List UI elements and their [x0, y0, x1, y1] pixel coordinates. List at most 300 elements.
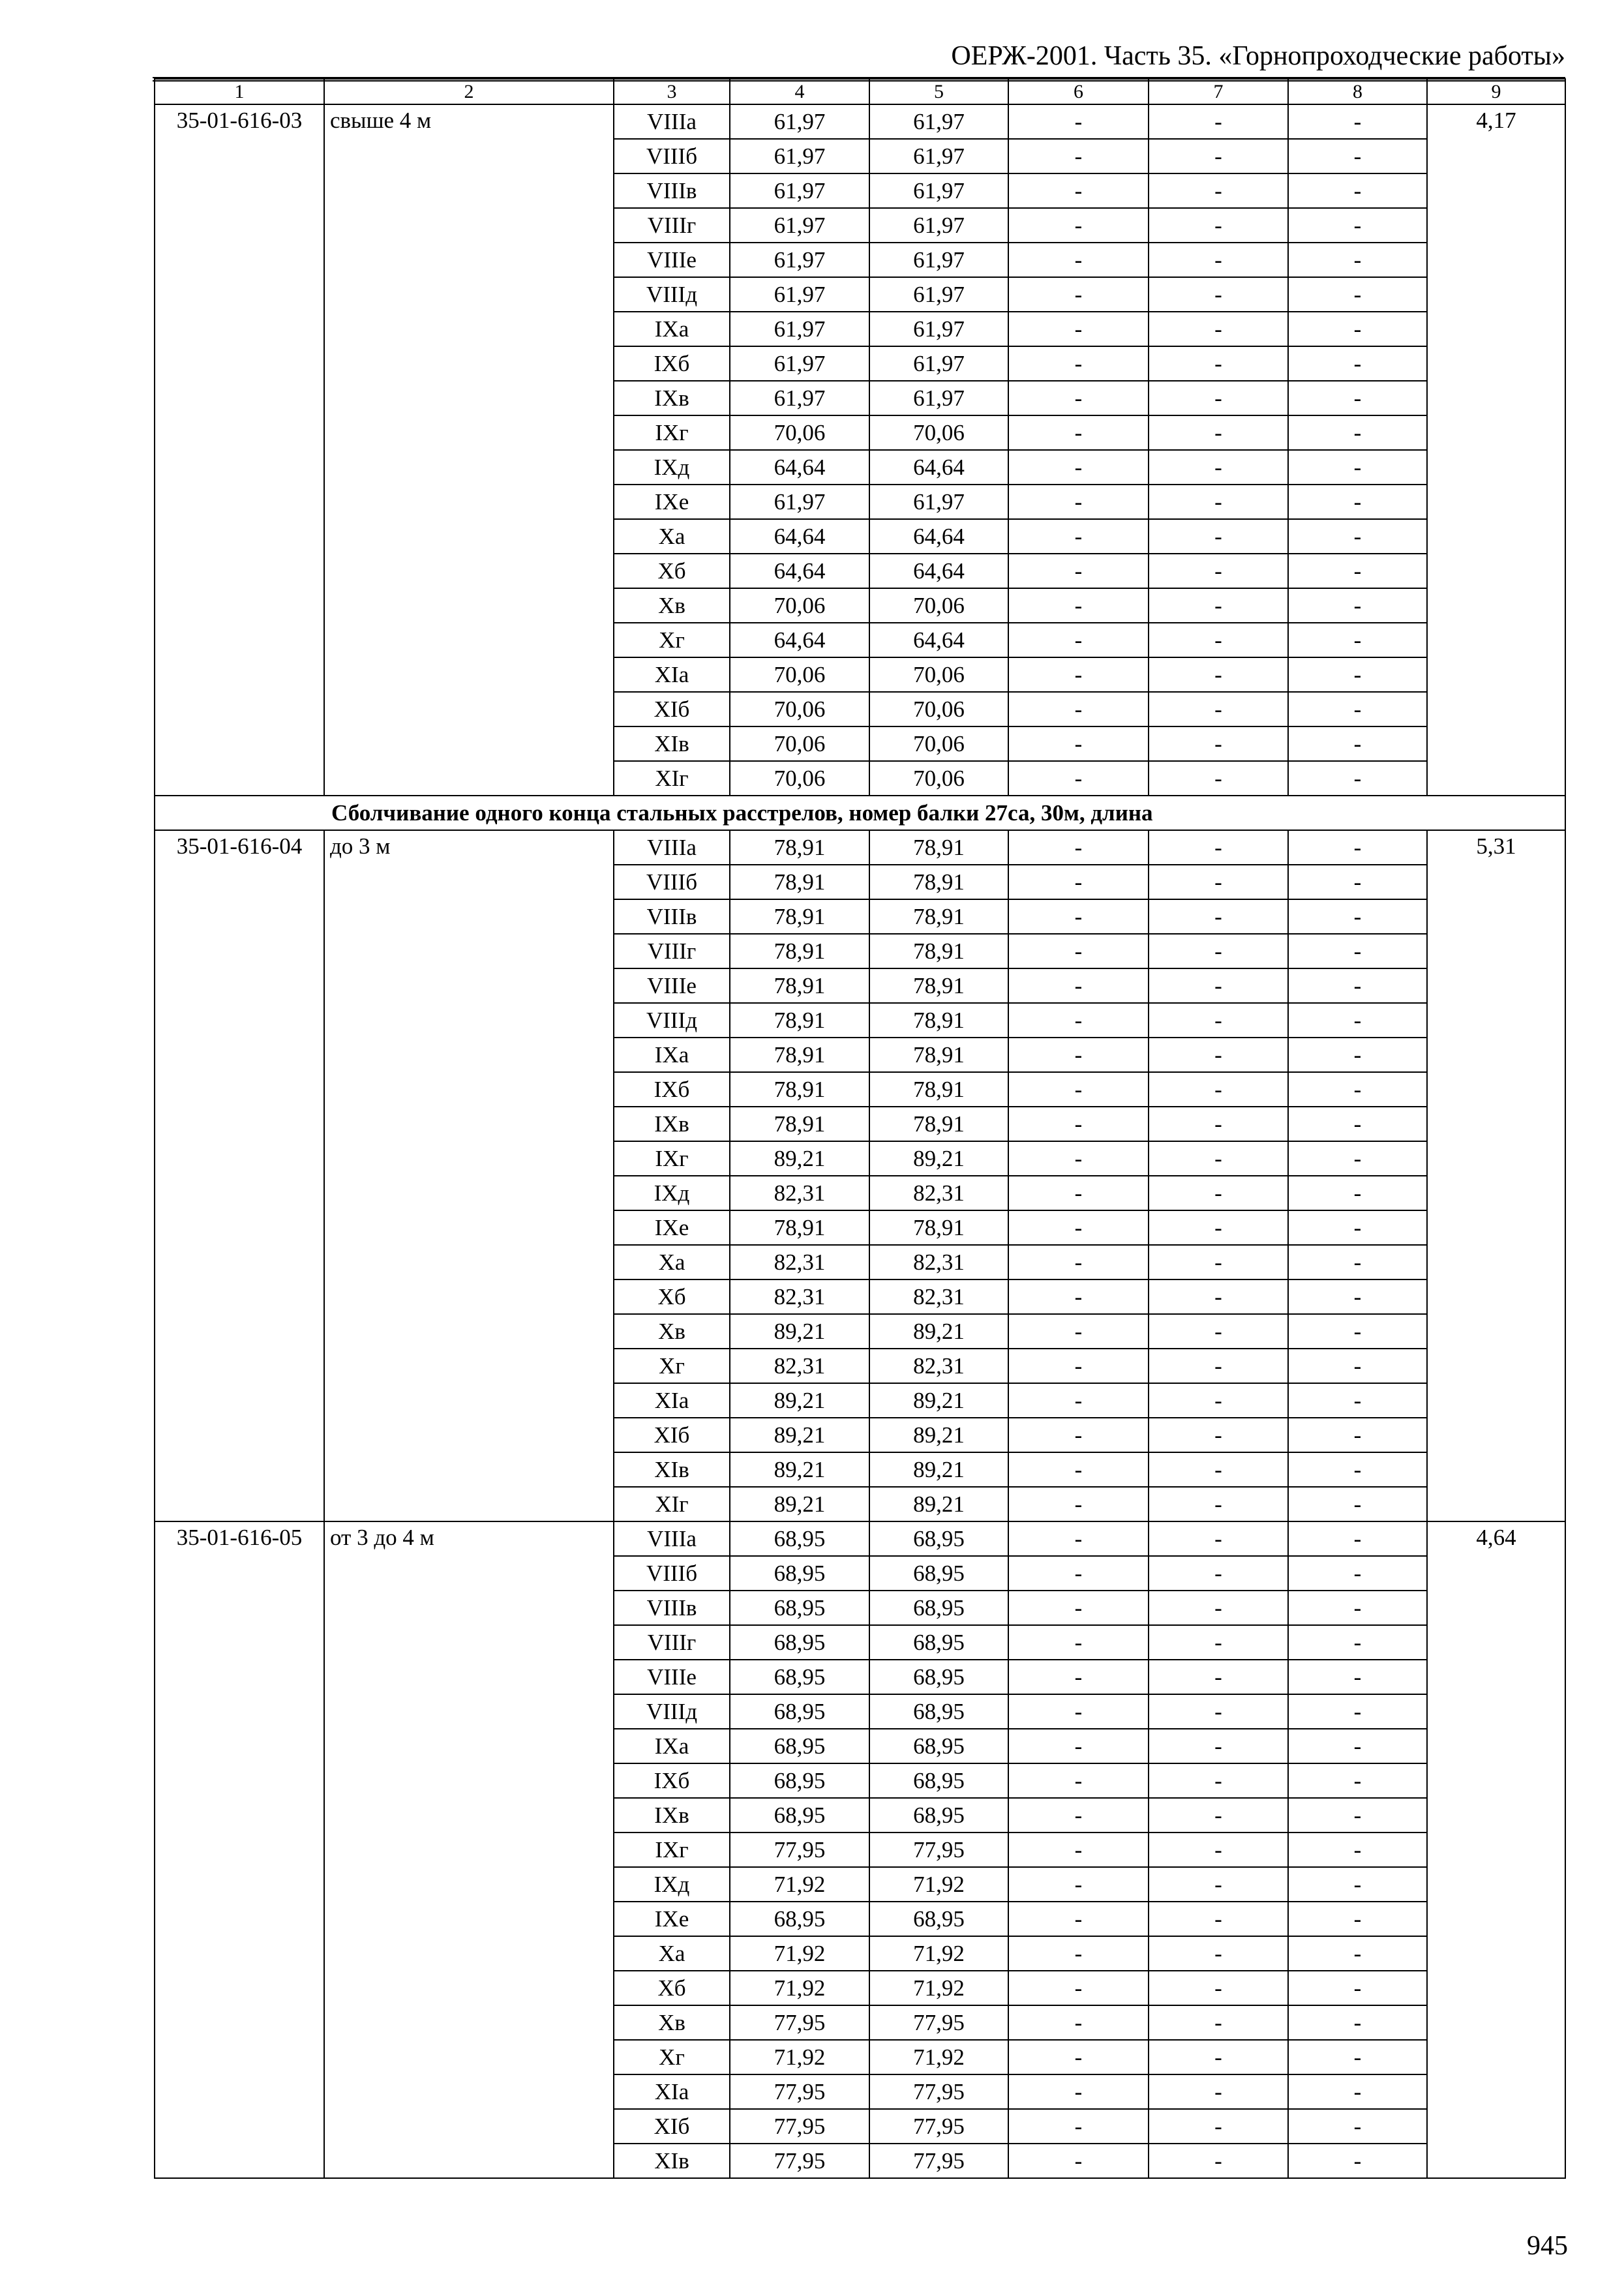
dash-cell: -: [1288, 2040, 1427, 2074]
rock-category: IXб: [614, 1763, 730, 1798]
dash-cell: -: [1288, 2005, 1427, 2040]
dash-cell: -: [1149, 346, 1288, 381]
dash-cell: -: [1008, 1107, 1149, 1141]
rock-category: XIг: [614, 1487, 730, 1521]
dash-cell: -: [1149, 1591, 1288, 1625]
rock-category: Xг: [614, 2040, 730, 2074]
value-col4: 68,95: [730, 1556, 869, 1591]
value-col5: 78,91: [869, 1038, 1008, 1072]
rock-category: VIIIв: [614, 173, 730, 208]
dash-cell: -: [1149, 726, 1288, 761]
dash-cell: -: [1288, 1452, 1427, 1487]
value-col4: 89,21: [730, 1487, 869, 1521]
column-number: 3: [614, 79, 730, 104]
value-col5: 68,95: [869, 1763, 1008, 1798]
dash-cell: -: [1288, 1176, 1427, 1210]
value-col4: 68,95: [730, 1729, 869, 1763]
dash-cell: -: [1288, 1003, 1427, 1038]
dash-cell: -: [1008, 277, 1149, 312]
dash-cell: -: [1008, 346, 1149, 381]
value-col5: 78,91: [869, 1107, 1008, 1141]
rock-category: XIа: [614, 657, 730, 692]
value-col4: 70,06: [730, 415, 869, 450]
dash-cell: -: [1288, 2074, 1427, 2109]
dash-cell: -: [1288, 1625, 1427, 1660]
dash-cell: -: [1149, 415, 1288, 450]
dash-cell: -: [1288, 173, 1427, 208]
dash-cell: -: [1008, 623, 1149, 657]
rock-category: IXв: [614, 381, 730, 415]
rock-category: VIIIб: [614, 1556, 730, 1591]
dash-cell: -: [1288, 1487, 1427, 1521]
value-col4: 71,92: [730, 1936, 869, 1971]
table-body: [155, 79, 1565, 2178]
value-col5: 70,06: [869, 588, 1008, 623]
rock-category: VIIIа: [614, 1521, 730, 1556]
value-col5: 61,97: [869, 312, 1008, 346]
dash-cell: -: [1288, 1349, 1427, 1383]
value-col4: 78,91: [730, 1072, 869, 1107]
dash-cell: -: [1288, 726, 1427, 761]
column-number: 8: [1288, 79, 1427, 104]
value-col5: 68,95: [869, 1521, 1008, 1556]
dash-cell: -: [1149, 1729, 1288, 1763]
rock-category: Xа: [614, 1936, 730, 1971]
value-col4: 64,64: [730, 519, 869, 554]
dash-cell: -: [1149, 1003, 1288, 1038]
dash-cell: -: [1288, 692, 1427, 726]
dash-cell: -: [1149, 1694, 1288, 1729]
dash-cell: -: [1008, 899, 1149, 934]
rock-category: VIIIг: [614, 208, 730, 243]
rock-category: Xа: [614, 519, 730, 554]
dash-cell: -: [1008, 1833, 1149, 1867]
value-col5: 78,91: [869, 899, 1008, 934]
rock-category: Xа: [614, 1245, 730, 1279]
value-col5: 68,95: [869, 1660, 1008, 1694]
dash-cell: -: [1149, 1556, 1288, 1591]
value-col5: 89,21: [869, 1141, 1008, 1176]
rock-category: IXг: [614, 1833, 730, 1867]
value-col4: 68,95: [730, 1591, 869, 1625]
dash-cell: -: [1008, 1349, 1149, 1383]
value-col4: 70,06: [730, 761, 869, 796]
dash-cell: -: [1008, 1003, 1149, 1038]
value-col4: 64,64: [730, 623, 869, 657]
dash-cell: -: [1149, 899, 1288, 934]
dash-cell: -: [1288, 1867, 1427, 1902]
dash-cell: -: [1008, 1763, 1149, 1798]
value-col4: 61,97: [730, 381, 869, 415]
dash-cell: -: [1149, 519, 1288, 554]
dash-cell: -: [1008, 1141, 1149, 1176]
rock-category: IXб: [614, 346, 730, 381]
dash-cell: -: [1288, 277, 1427, 312]
value-col4: 78,91: [730, 1003, 869, 1038]
value-col4: 82,31: [730, 1176, 869, 1210]
dash-cell: -: [1149, 208, 1288, 243]
dash-cell: -: [1288, 139, 1427, 173]
value-col5: 89,21: [869, 1314, 1008, 1349]
value-col5: 70,06: [869, 657, 1008, 692]
value-col5: 77,95: [869, 2144, 1008, 2178]
value-col5: 89,21: [869, 1452, 1008, 1487]
value-col4: 77,95: [730, 2074, 869, 2109]
value-col5: 70,06: [869, 692, 1008, 726]
dash-cell: -: [1008, 968, 1149, 1003]
dash-cell: -: [1149, 243, 1288, 277]
dash-cell: -: [1149, 1349, 1288, 1383]
value-col4: 78,91: [730, 865, 869, 899]
value-col5: 77,95: [869, 1833, 1008, 1867]
value-col4: 77,95: [730, 2005, 869, 2040]
dash-cell: -: [1008, 1038, 1149, 1072]
value-col4: 82,31: [730, 1245, 869, 1279]
dash-cell: -: [1288, 1279, 1427, 1314]
rock-category: Xв: [614, 2005, 730, 2040]
value-col4: 61,97: [730, 485, 869, 519]
rock-category: Xб: [614, 554, 730, 588]
value-col5: 82,31: [869, 1349, 1008, 1383]
column-number: 5: [869, 79, 1008, 104]
value-col5: 64,64: [869, 554, 1008, 588]
dash-cell: -: [1008, 1072, 1149, 1107]
dash-cell: -: [1008, 519, 1149, 554]
dash-cell: -: [1288, 1245, 1427, 1279]
value-col5: 82,31: [869, 1245, 1008, 1279]
dash-cell: -: [1288, 1107, 1427, 1141]
dash-cell: -: [1149, 1798, 1288, 1833]
dash-cell: -: [1149, 312, 1288, 346]
dash-cell: -: [1008, 450, 1149, 485]
dash-cell: -: [1149, 2109, 1288, 2144]
dash-cell: -: [1288, 2144, 1427, 2178]
value-col4: 71,92: [730, 1867, 869, 1902]
dash-cell: -: [1008, 1487, 1149, 1521]
value-col4: 68,95: [730, 1625, 869, 1660]
value-col4: 68,95: [730, 1521, 869, 1556]
value-col5: 61,97: [869, 139, 1008, 173]
dash-cell: -: [1288, 1902, 1427, 1936]
rock-category: Xг: [614, 1349, 730, 1383]
rock-category: XIа: [614, 2074, 730, 2109]
rock-category: VIIIа: [614, 104, 730, 139]
page-number: 945: [1527, 2231, 1568, 2261]
dash-cell: -: [1149, 1867, 1288, 1902]
rock-category: Xг: [614, 623, 730, 657]
dash-cell: -: [1008, 2144, 1149, 2178]
value-col4: 89,21: [730, 1314, 869, 1349]
running-title: ОЕРЖ-2001. Часть 35. «Горнопроходческие работы»: [951, 41, 1565, 71]
value-col4: 78,91: [730, 1038, 869, 1072]
page-header: [153, 34, 1565, 78]
dash-cell: -: [1149, 381, 1288, 415]
column-number-row: [155, 79, 1565, 104]
value-col4: 78,91: [730, 1107, 869, 1141]
dash-cell: -: [1149, 2005, 1288, 2040]
value-col5: 78,91: [869, 1210, 1008, 1245]
rock-category: VIIIд: [614, 1694, 730, 1729]
value-col4: 61,97: [730, 208, 869, 243]
rock-category: XIв: [614, 1452, 730, 1487]
rock-category: IXд: [614, 1867, 730, 1902]
dash-cell: -: [1008, 934, 1149, 968]
value-col4: 78,91: [730, 968, 869, 1003]
dash-cell: -: [1008, 1210, 1149, 1245]
column-number: 1: [155, 79, 324, 104]
dash-cell: -: [1288, 1660, 1427, 1694]
dash-cell: -: [1149, 1971, 1288, 2005]
norm-description: до 3 м: [324, 830, 614, 1521]
value-col4: 61,97: [730, 312, 869, 346]
rock-category: IXе: [614, 1902, 730, 1936]
dash-cell: -: [1008, 1418, 1149, 1452]
value-col5: 68,95: [869, 1556, 1008, 1591]
value-col5: 70,06: [869, 761, 1008, 796]
dash-cell: -: [1288, 1556, 1427, 1591]
rock-category: IXа: [614, 1729, 730, 1763]
table-row: [155, 1521, 1565, 1556]
dash-cell: -: [1008, 1245, 1149, 1279]
dash-cell: -: [1288, 346, 1427, 381]
value-col5: 78,91: [869, 865, 1008, 899]
rock-category: Xв: [614, 588, 730, 623]
value-col4: 70,06: [730, 692, 869, 726]
dash-cell: -: [1288, 450, 1427, 485]
dash-cell: -: [1288, 934, 1427, 968]
dash-cell: -: [1288, 104, 1427, 139]
rock-category: IXг: [614, 415, 730, 450]
rock-category: XIб: [614, 1418, 730, 1452]
dash-cell: -: [1288, 865, 1427, 899]
dash-cell: -: [1288, 623, 1427, 657]
dash-cell: -: [1149, 2144, 1288, 2178]
dash-cell: -: [1288, 1314, 1427, 1349]
value-col5: 89,21: [869, 1487, 1008, 1521]
dash-cell: -: [1149, 1176, 1288, 1210]
dash-cell: -: [1149, 277, 1288, 312]
value-col4: 61,97: [730, 104, 869, 139]
value-col4: 89,21: [730, 1452, 869, 1487]
rock-category: VIIIд: [614, 277, 730, 312]
dash-cell: -: [1288, 208, 1427, 243]
dash-cell: -: [1008, 761, 1149, 796]
dash-cell: -: [1008, 1383, 1149, 1418]
value-col5: 70,06: [869, 415, 1008, 450]
dash-cell: -: [1008, 381, 1149, 415]
value-col5: 68,95: [869, 1902, 1008, 1936]
value-col5: 61,97: [869, 277, 1008, 312]
dash-cell: -: [1288, 554, 1427, 588]
norm-code: 35-01-616-03: [155, 104, 324, 796]
dash-cell: -: [1008, 1176, 1149, 1210]
dash-cell: -: [1149, 1833, 1288, 1867]
rock-category: VIIIб: [614, 865, 730, 899]
value-col9: 4,17: [1427, 104, 1565, 796]
value-col5: 71,92: [869, 1971, 1008, 2005]
dash-cell: -: [1149, 1521, 1288, 1556]
dash-cell: -: [1288, 657, 1427, 692]
rock-category: IXг: [614, 1141, 730, 1176]
value-col5: 68,95: [869, 1591, 1008, 1625]
dash-cell: -: [1288, 1383, 1427, 1418]
rock-category: Xв: [614, 1314, 730, 1349]
dash-cell: -: [1149, 761, 1288, 796]
dash-cell: -: [1149, 139, 1288, 173]
dash-cell: -: [1288, 1798, 1427, 1833]
rock-category: IXв: [614, 1798, 730, 1833]
dash-cell: -: [1008, 2040, 1149, 2074]
value-col4: 82,31: [730, 1279, 869, 1314]
rock-category: Xб: [614, 1971, 730, 2005]
value-col5: 77,95: [869, 2109, 1008, 2144]
dash-cell: -: [1288, 1833, 1427, 1867]
section-title-row: [155, 796, 1565, 830]
value-col4: 77,95: [730, 1833, 869, 1867]
dash-cell: -: [1288, 761, 1427, 796]
value-col5: 89,21: [869, 1383, 1008, 1418]
dash-cell: -: [1149, 968, 1288, 1003]
value-col5: 64,64: [869, 450, 1008, 485]
dash-cell: -: [1008, 243, 1149, 277]
rock-category: IXе: [614, 485, 730, 519]
dash-cell: -: [1008, 657, 1149, 692]
section-title: Сболчивание одного конца стальных расстрелов, номер балки 27са, 30м, длина: [155, 796, 1565, 830]
table-row: [155, 104, 1565, 139]
dash-cell: -: [1008, 415, 1149, 450]
value-col5: 78,91: [869, 1072, 1008, 1107]
rock-category: IXд: [614, 1176, 730, 1210]
dash-cell: -: [1008, 692, 1149, 726]
dash-cell: -: [1288, 312, 1427, 346]
value-col4: 64,64: [730, 450, 869, 485]
dash-cell: -: [1149, 173, 1288, 208]
dash-cell: -: [1008, 1902, 1149, 1936]
rock-category: Xб: [614, 1279, 730, 1314]
dash-cell: -: [1288, 899, 1427, 934]
value-col4: 64,64: [730, 554, 869, 588]
rock-category: VIIIб: [614, 139, 730, 173]
column-number: 7: [1149, 79, 1288, 104]
dash-cell: -: [1149, 588, 1288, 623]
rock-category: IXб: [614, 1072, 730, 1107]
dash-cell: -: [1008, 104, 1149, 139]
rock-category: VIIIа: [614, 830, 730, 865]
value-col9: 4,64: [1427, 1521, 1565, 2178]
value-col4: 78,91: [730, 830, 869, 865]
norm-description: от 3 до 4 м: [324, 1521, 614, 2178]
value-col9: 5,31: [1427, 830, 1565, 1521]
value-col4: 68,95: [730, 1694, 869, 1729]
value-col4: 68,95: [730, 1798, 869, 1833]
dash-cell: -: [1149, 485, 1288, 519]
dash-cell: -: [1008, 1694, 1149, 1729]
value-col5: 82,31: [869, 1279, 1008, 1314]
dash-cell: -: [1149, 1625, 1288, 1660]
dash-cell: -: [1149, 623, 1288, 657]
value-col5: 89,21: [869, 1418, 1008, 1452]
rock-category: VIIIв: [614, 1591, 730, 1625]
value-col4: 77,95: [730, 2144, 869, 2178]
rock-category: XIа: [614, 1383, 730, 1418]
dash-cell: -: [1288, 381, 1427, 415]
dash-cell: -: [1288, 1729, 1427, 1763]
dash-cell: -: [1008, 173, 1149, 208]
value-col5: 70,06: [869, 726, 1008, 761]
dash-cell: -: [1149, 830, 1288, 865]
dash-cell: -: [1008, 1591, 1149, 1625]
norm-description: свыше 4 м: [324, 104, 614, 796]
value-col5: 71,92: [869, 1936, 1008, 1971]
dash-cell: -: [1288, 1936, 1427, 1971]
dash-cell: -: [1288, 1210, 1427, 1245]
rock-category: VIIIе: [614, 243, 730, 277]
dash-cell: -: [1149, 692, 1288, 726]
rock-category: XIв: [614, 726, 730, 761]
value-col5: 71,92: [869, 2040, 1008, 2074]
value-col5: 78,91: [869, 830, 1008, 865]
dash-cell: -: [1008, 1798, 1149, 1833]
dash-cell: -: [1288, 1694, 1427, 1729]
dash-cell: -: [1288, 588, 1427, 623]
value-col4: 71,92: [730, 1971, 869, 2005]
dash-cell: -: [1008, 1971, 1149, 2005]
value-col5: 61,97: [869, 243, 1008, 277]
dash-cell: -: [1288, 1763, 1427, 1798]
dash-cell: -: [1008, 1660, 1149, 1694]
column-number: 2: [324, 79, 614, 104]
value-col5: 61,97: [869, 104, 1008, 139]
value-col4: 68,95: [730, 1660, 869, 1694]
rock-category: XIб: [614, 692, 730, 726]
dash-cell: -: [1149, 1314, 1288, 1349]
value-col4: 78,91: [730, 934, 869, 968]
dash-cell: -: [1288, 2109, 1427, 2144]
rock-category: IXв: [614, 1107, 730, 1141]
dash-cell: -: [1008, 865, 1149, 899]
value-col5: 78,91: [869, 968, 1008, 1003]
value-col5: 71,92: [869, 1867, 1008, 1902]
value-col5: 78,91: [869, 1003, 1008, 1038]
dash-cell: -: [1288, 1521, 1427, 1556]
value-col4: 78,91: [730, 899, 869, 934]
dash-cell: -: [1288, 485, 1427, 519]
value-col5: 78,91: [869, 934, 1008, 968]
rock-category: VIIIг: [614, 1625, 730, 1660]
dash-cell: -: [1149, 2040, 1288, 2074]
value-col4: 61,97: [730, 173, 869, 208]
dash-cell: -: [1149, 1660, 1288, 1694]
value-col5: 64,64: [869, 623, 1008, 657]
value-col4: 61,97: [730, 277, 869, 312]
value-col5: 68,95: [869, 1694, 1008, 1729]
dash-cell: -: [1008, 1867, 1149, 1902]
value-col4: 78,91: [730, 1210, 869, 1245]
norms-table: [154, 78, 1566, 2179]
value-col5: 64,64: [869, 519, 1008, 554]
dash-cell: -: [1288, 1038, 1427, 1072]
rock-category: XIв: [614, 2144, 730, 2178]
dash-cell: -: [1149, 1038, 1288, 1072]
dash-cell: -: [1008, 554, 1149, 588]
dash-cell: -: [1008, 139, 1149, 173]
table-row: [155, 830, 1565, 865]
value-col4: 61,97: [730, 243, 869, 277]
value-col4: 89,21: [730, 1383, 869, 1418]
dash-cell: -: [1008, 588, 1149, 623]
dash-cell: -: [1149, 1072, 1288, 1107]
dash-cell: -: [1008, 2109, 1149, 2144]
